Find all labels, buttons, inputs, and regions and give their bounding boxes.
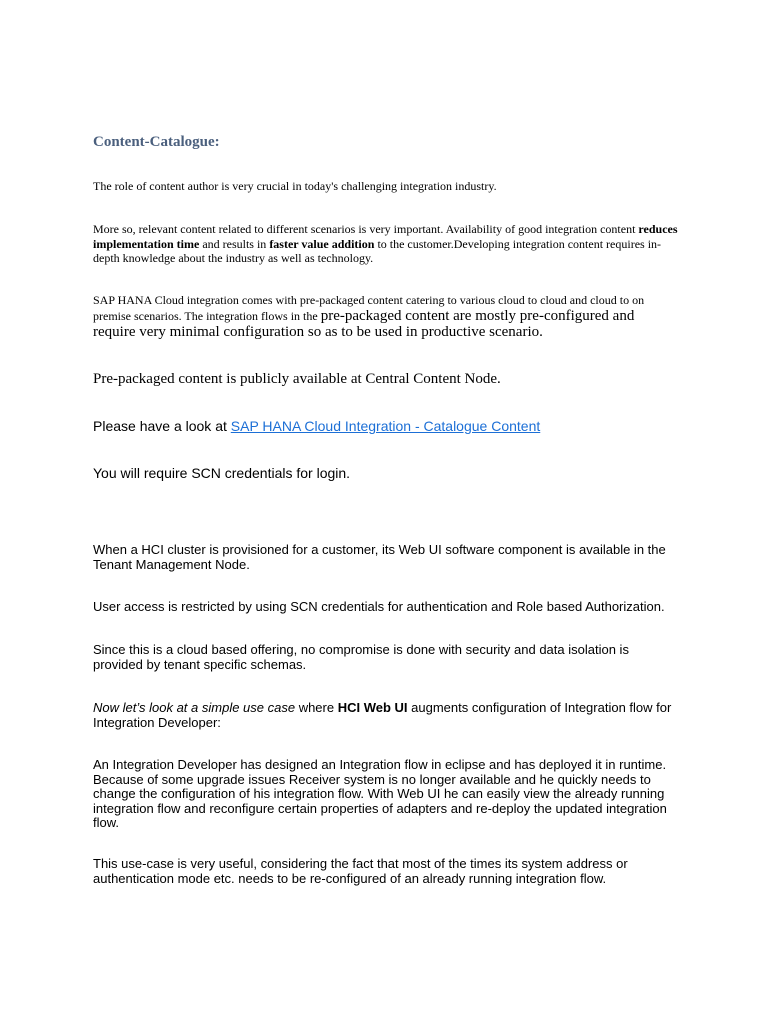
paragraph-central-content-node: Pre-packaged content is publicly available at Central Content Node. <box>93 371 501 387</box>
catalogue-content-link[interactable]: SAP HANA Cloud Integration - Catalogue Content <box>230 418 541 434</box>
paragraph-content-author: The role of content author is very crucial in today's challenging integration industry. <box>93 179 497 193</box>
paragraph-prepackaged-content: SAP HANA Cloud integration comes with pre-packaged content catering to various cloud to cloud and cloud to on premise scenarios. The integration flows in the pre-packaged content are mostly pre-configured and require very minimal configuration so as to be used in productive scenario. <box>93 293 645 340</box>
paragraph-scn-credentials: You will require SCN credentials for login. <box>93 465 351 481</box>
paragraph-use-case-value: This use-case is very useful, considering the fact that most of the times its system address or authentication mode etc. needs to be re-configured of an already running integration flow. <box>93 856 628 886</box>
paragraph-hci-cluster: When a HCI cluster is provisioned for a customer, its Web UI software component is available in the Tenant Management Node. <box>93 542 666 572</box>
paragraph-relevant-content: More so, relevant content related to different scenarios is very important. Availability of good integration content reduces implementation time and results in faster value addition to the customer.Developing integration content requires in-depth knowledge about the industry as well as technology. <box>93 222 678 265</box>
section-heading: Content-Catalogue: <box>93 134 220 150</box>
paragraph-integration-developer: An Integration Developer has designed an Integration flow in eclipse and has deployed it in runtime. Because of some upgrade issues Receiver system is no longer available and he quickly needs to change the configuration of his integration flow. With Web UI he can easily view the already running integration flow and reconfigure certain properties of adapters and re-deploy the updated integration flow. <box>93 757 667 830</box>
paragraph-user-access: User access is restricted by using SCN credentials for authentication and Role based Authorization. <box>93 599 665 614</box>
paragraph-security: Since this is a cloud based offering, no compromise is done with security and data isolation is provided by tenant specific schemas. <box>93 642 629 672</box>
paragraph-use-case-intro: Now let’s look at a simple use case where HCI Web UI augments configuration of Integration flow for Integration Developer: <box>93 700 672 730</box>
paragraph-catalogue-link: Please have a look at SAP HANA Cloud Integration - Catalogue Content <box>93 418 541 434</box>
